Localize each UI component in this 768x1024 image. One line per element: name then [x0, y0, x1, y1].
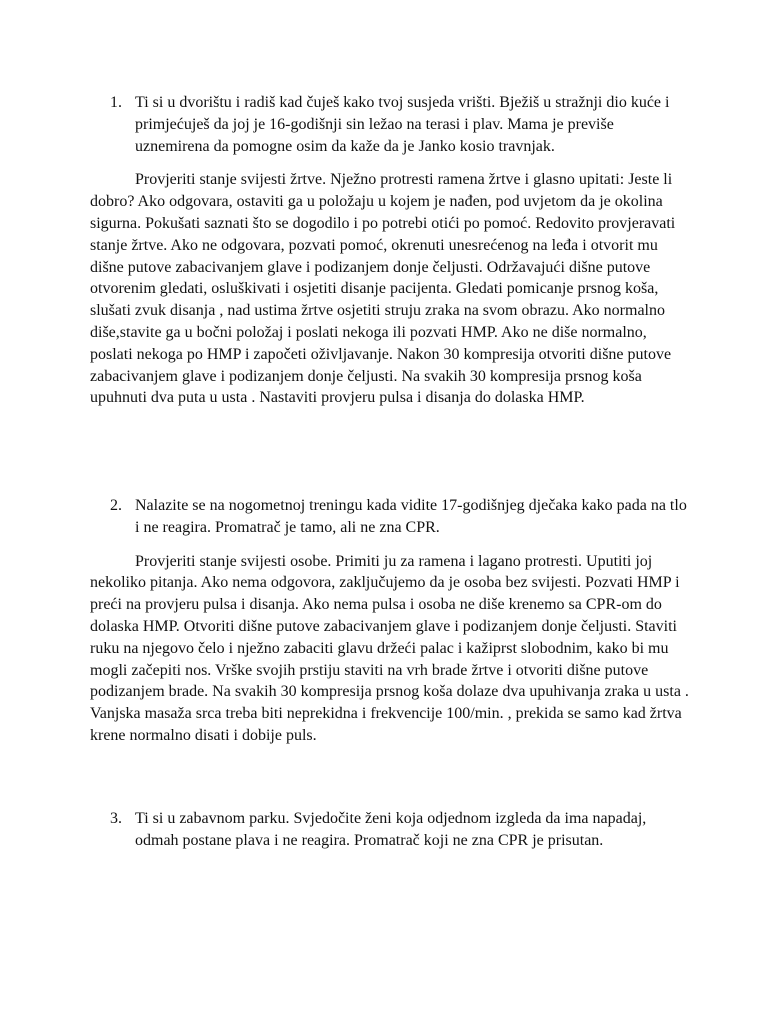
question-text: Ti si u zabavnom parku. Svjedočite ženi koja odjednom izgleda da ima napadaj, odmah postane plava i ne reagira. Promatrač koji ne zna CPR je prisutan.	[135, 810, 647, 849]
question-number: 1.	[110, 94, 122, 111]
question-item-2	[90, 495, 690, 747]
question-item-3	[90, 808, 690, 852]
question-text: Nalazite se na nogometnoj treningu kada vidite 17-godišnjeg dječaka kako pada na tlo i ne reagira. Promatrač je tamo, ali ne zna CPR.	[135, 497, 687, 536]
question-number: 2.	[110, 497, 122, 514]
question-number: 3.	[110, 810, 122, 827]
question-item-1	[90, 92, 690, 409]
question-row	[90, 92, 690, 157]
question-row	[90, 808, 690, 852]
question-row	[90, 495, 690, 539]
answer-paragraph: Provjeriti stanje svijesti žrtve. Nježno protresti ramena žrtve i glasno upitati: Jeste li dobro? Ako odgovara, ostaviti ga u položaju u kojem je nađen, pod uvjetom da je okolina sigurna. Pokušati saznati što se dogodilo i po potrebi otići po pomoć. Redovito provjeravati stanje žrtve. Ako ne odgovara, pozvati pomoć, okrenuti unesrećenog na leđa i otvorit mu dišne putove zabacivanjem glave i podizanjem donje čeljusti. Održavajući dišne putove otvorenim gledati, osluškivati i osjetiti disanje pacijenta. Gledati pomicanje prsnog koša, slušati zvuk disanja , nad ustima žrtve osjetiti struju zraka na svom obrazu. Ako normalno diše,stavite ga u bočni položaj i poslati nekoga ili pozvati HMP. Ako ne diše normalno, poslati nekoga po HMP i započeti oživljavanje. Nakon 30 kompresija otvoriti dišne putove zabacivanjem glave i podizanjem donje čeljusti. Na svakih 30 kompresija prsnog koša upuhnuti dva puta u usta . Nastaviti provjeru pulsa i disanja do dolaska HMP.	[90, 171, 676, 407]
answer-paragraph: Provjeriti stanje svijesti osobe. Primiti ju za ramena i lagano protresti. Uputiti joj nekoliko pitanja. Ako nema odgovora, zaključujemo da je osoba bez svijesti. Pozvati HMP i preći na provjeru pulsa i disanja. Ako nema pulsa i osoba ne diše krenemo sa CPR-om do dolaska HMP. Otvoriti dišne putove zabacivanjem glave i podizanjem donje čeljusti. Staviti ruku na njegovo čelo i nježno zabaciti glavu držeći palac i kažiprst slobodnim, kako bi mu mogli začepiti nos. Vrške svojih prstiju staviti na vrh brade žrtve i otvoriti dišne putove podizanjem brade. Na svakih 30 kompresija prsnog koša dolaze dva upuhivanja zraka u usta . Vanjska masaža srca treba biti neprekidna i frekvencije 100/min. , prekida se samo kad žrtva krene normalno disati i dobije puls.	[90, 552, 689, 744]
question-text: Ti si u dvorištu i radiš kad čuješ kako tvoj susjeda vrišti. Bježiš u stražnji dio kuće i primjećuješ da joj je 16-godišnji sin ležao na terasi i plav. Mama je previše uznemirena da pomogne osim da kaže da je Janko kosio travnjak.	[135, 94, 670, 155]
